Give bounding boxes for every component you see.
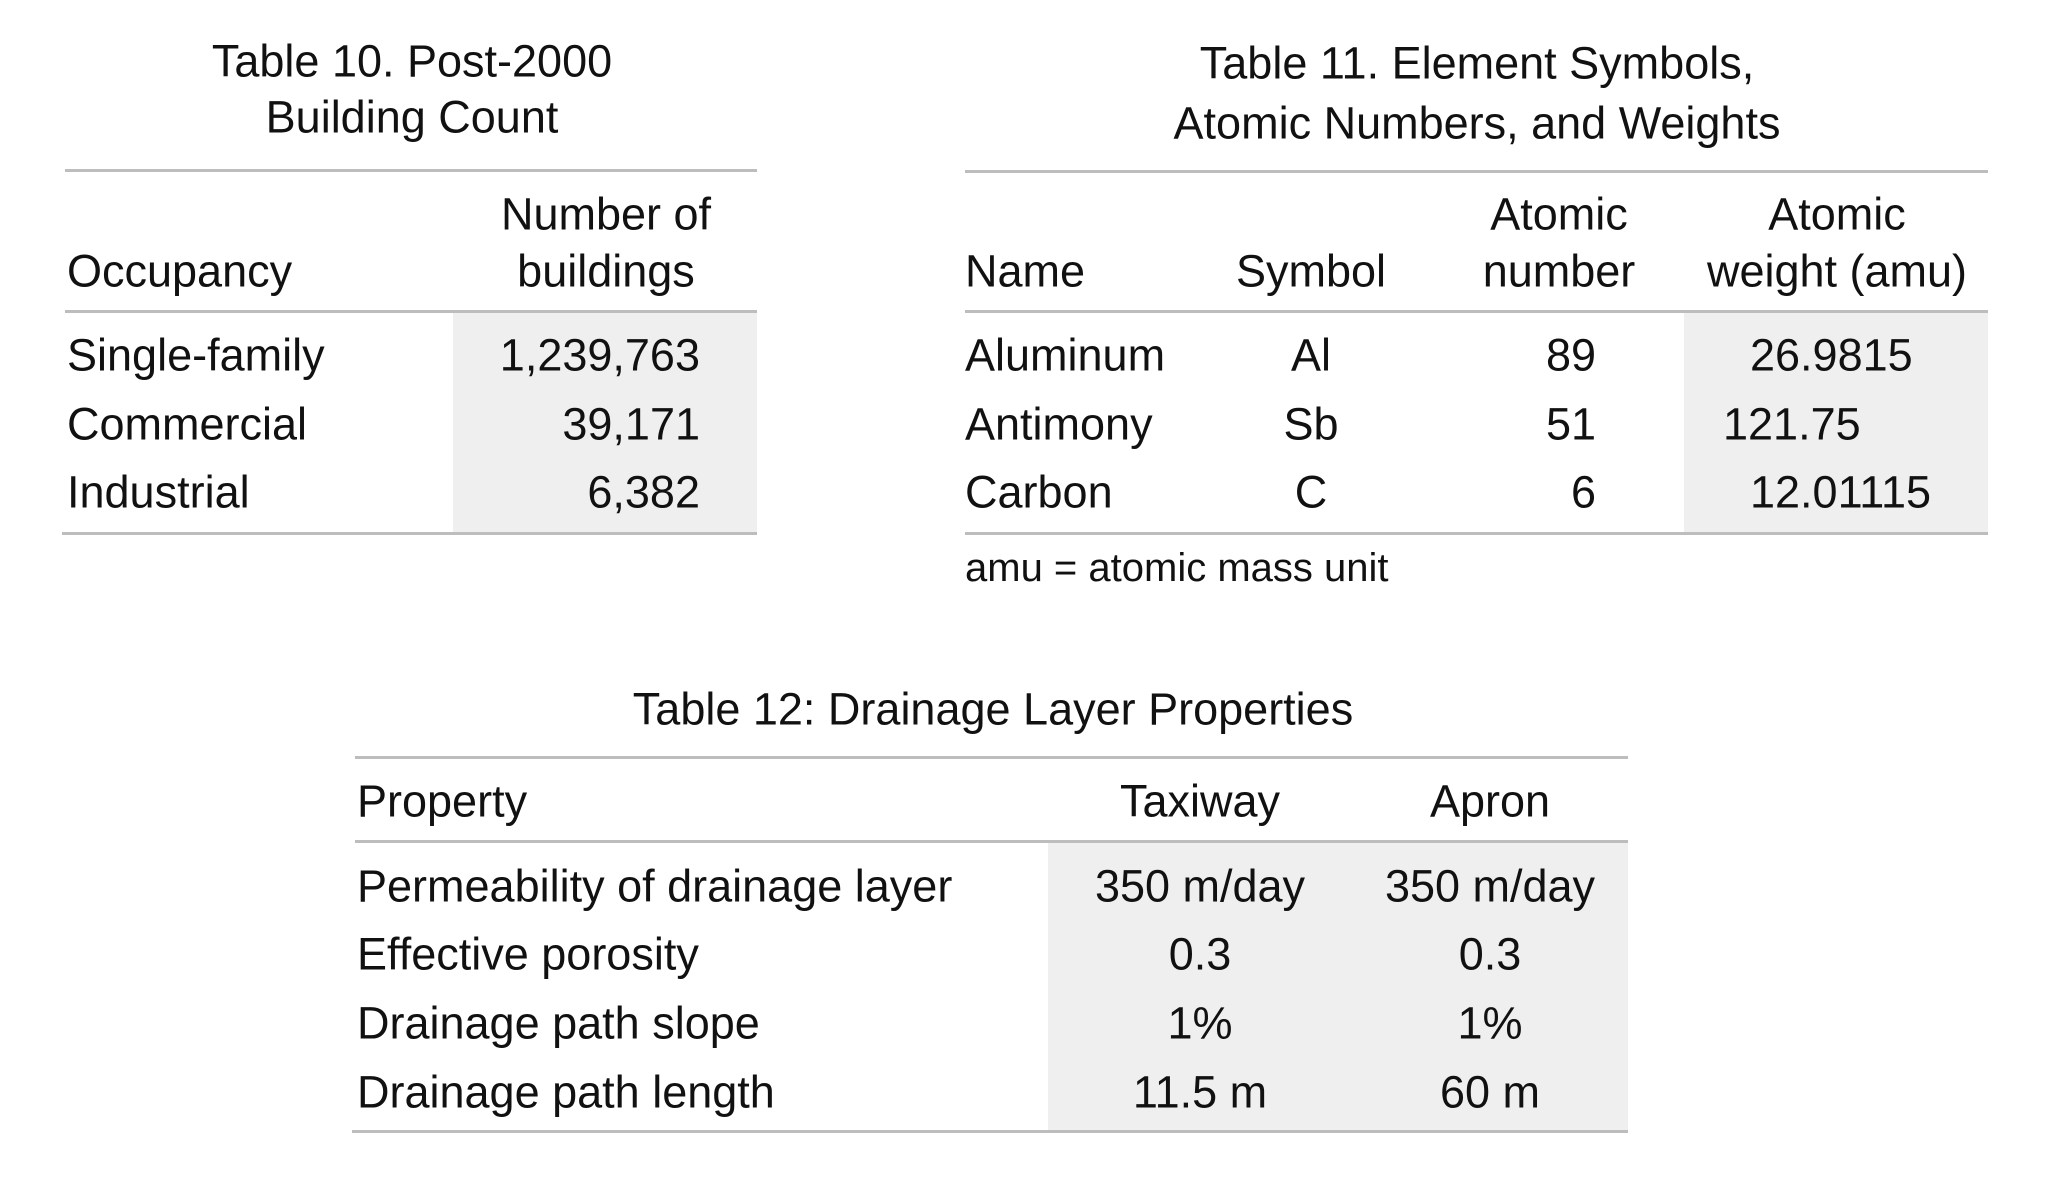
cell: 39,171	[562, 398, 700, 450]
table-title: Table 10. Post-2000	[211, 35, 613, 87]
cell: 26.9815	[1750, 329, 1913, 381]
column-header: Number of	[500, 188, 712, 240]
cell: Drainage path slope	[357, 997, 760, 1049]
cell: Carbon	[965, 466, 1113, 518]
bottom-rule	[62, 532, 757, 535]
column-header: number	[1482, 245, 1636, 297]
bottom-rule	[965, 532, 1988, 535]
column-header: buildings	[517, 245, 695, 297]
cell: 89	[1545, 329, 1596, 381]
cell: 6,382	[587, 466, 700, 518]
column-header: Atomic	[1768, 188, 1906, 240]
cell: 6	[1570, 466, 1596, 518]
cell: Permeability of drainage layer	[357, 860, 953, 912]
cell: 0.3	[1168, 928, 1232, 980]
cell: Single-family	[67, 329, 325, 381]
cell: 51	[1545, 398, 1596, 450]
table-title: Table 12: Drainage Layer Properties	[632, 683, 1354, 735]
footnote: amu = atomic mass unit	[965, 546, 1389, 590]
cell: 350 m/day	[1094, 860, 1306, 912]
cell: Commercial	[67, 398, 308, 450]
column-header: Symbol	[1235, 245, 1387, 297]
cell: 1,239,763	[499, 329, 700, 381]
cell: 60 m	[1439, 1066, 1541, 1118]
table-title: Table 11. Element Symbols,	[1199, 37, 1755, 89]
top-rule	[965, 170, 1988, 173]
cell: Aluminum	[965, 329, 1166, 381]
top-rule	[65, 169, 757, 172]
cell: Sb	[1283, 398, 1339, 450]
cell: 1%	[1167, 997, 1233, 1049]
table-title: Atomic Numbers, and Weights	[1173, 97, 1781, 149]
top-rule	[355, 756, 1628, 759]
cell: Drainage path length	[357, 1066, 775, 1118]
header-rule	[65, 310, 757, 313]
bottom-rule	[352, 1130, 1628, 1133]
column-header: Name	[965, 245, 1086, 297]
column-header: Occupancy	[67, 245, 293, 297]
cell: C	[1294, 466, 1328, 518]
cell: 0.3	[1458, 928, 1522, 980]
cell: 11.5 m	[1132, 1066, 1268, 1118]
cell: 121.75	[1723, 398, 1861, 450]
cell: 350 m/day	[1384, 860, 1596, 912]
header-rule	[965, 310, 1988, 313]
cell: Antimony	[965, 398, 1153, 450]
cell: 1%	[1457, 997, 1523, 1049]
column-header: weight (amu)	[1706, 245, 1968, 297]
cell: Effective porosity	[357, 928, 699, 980]
header-rule	[355, 840, 1628, 843]
column-header: Property	[357, 775, 528, 827]
cell: 12.01115	[1750, 466, 1932, 518]
column-header: Atomic	[1490, 188, 1628, 240]
cell: Industrial	[67, 466, 250, 518]
cell: Al	[1290, 329, 1332, 381]
column-header: Apron	[1429, 775, 1551, 827]
column-header: Taxiway	[1119, 775, 1281, 827]
table-title: Building Count	[265, 91, 559, 143]
